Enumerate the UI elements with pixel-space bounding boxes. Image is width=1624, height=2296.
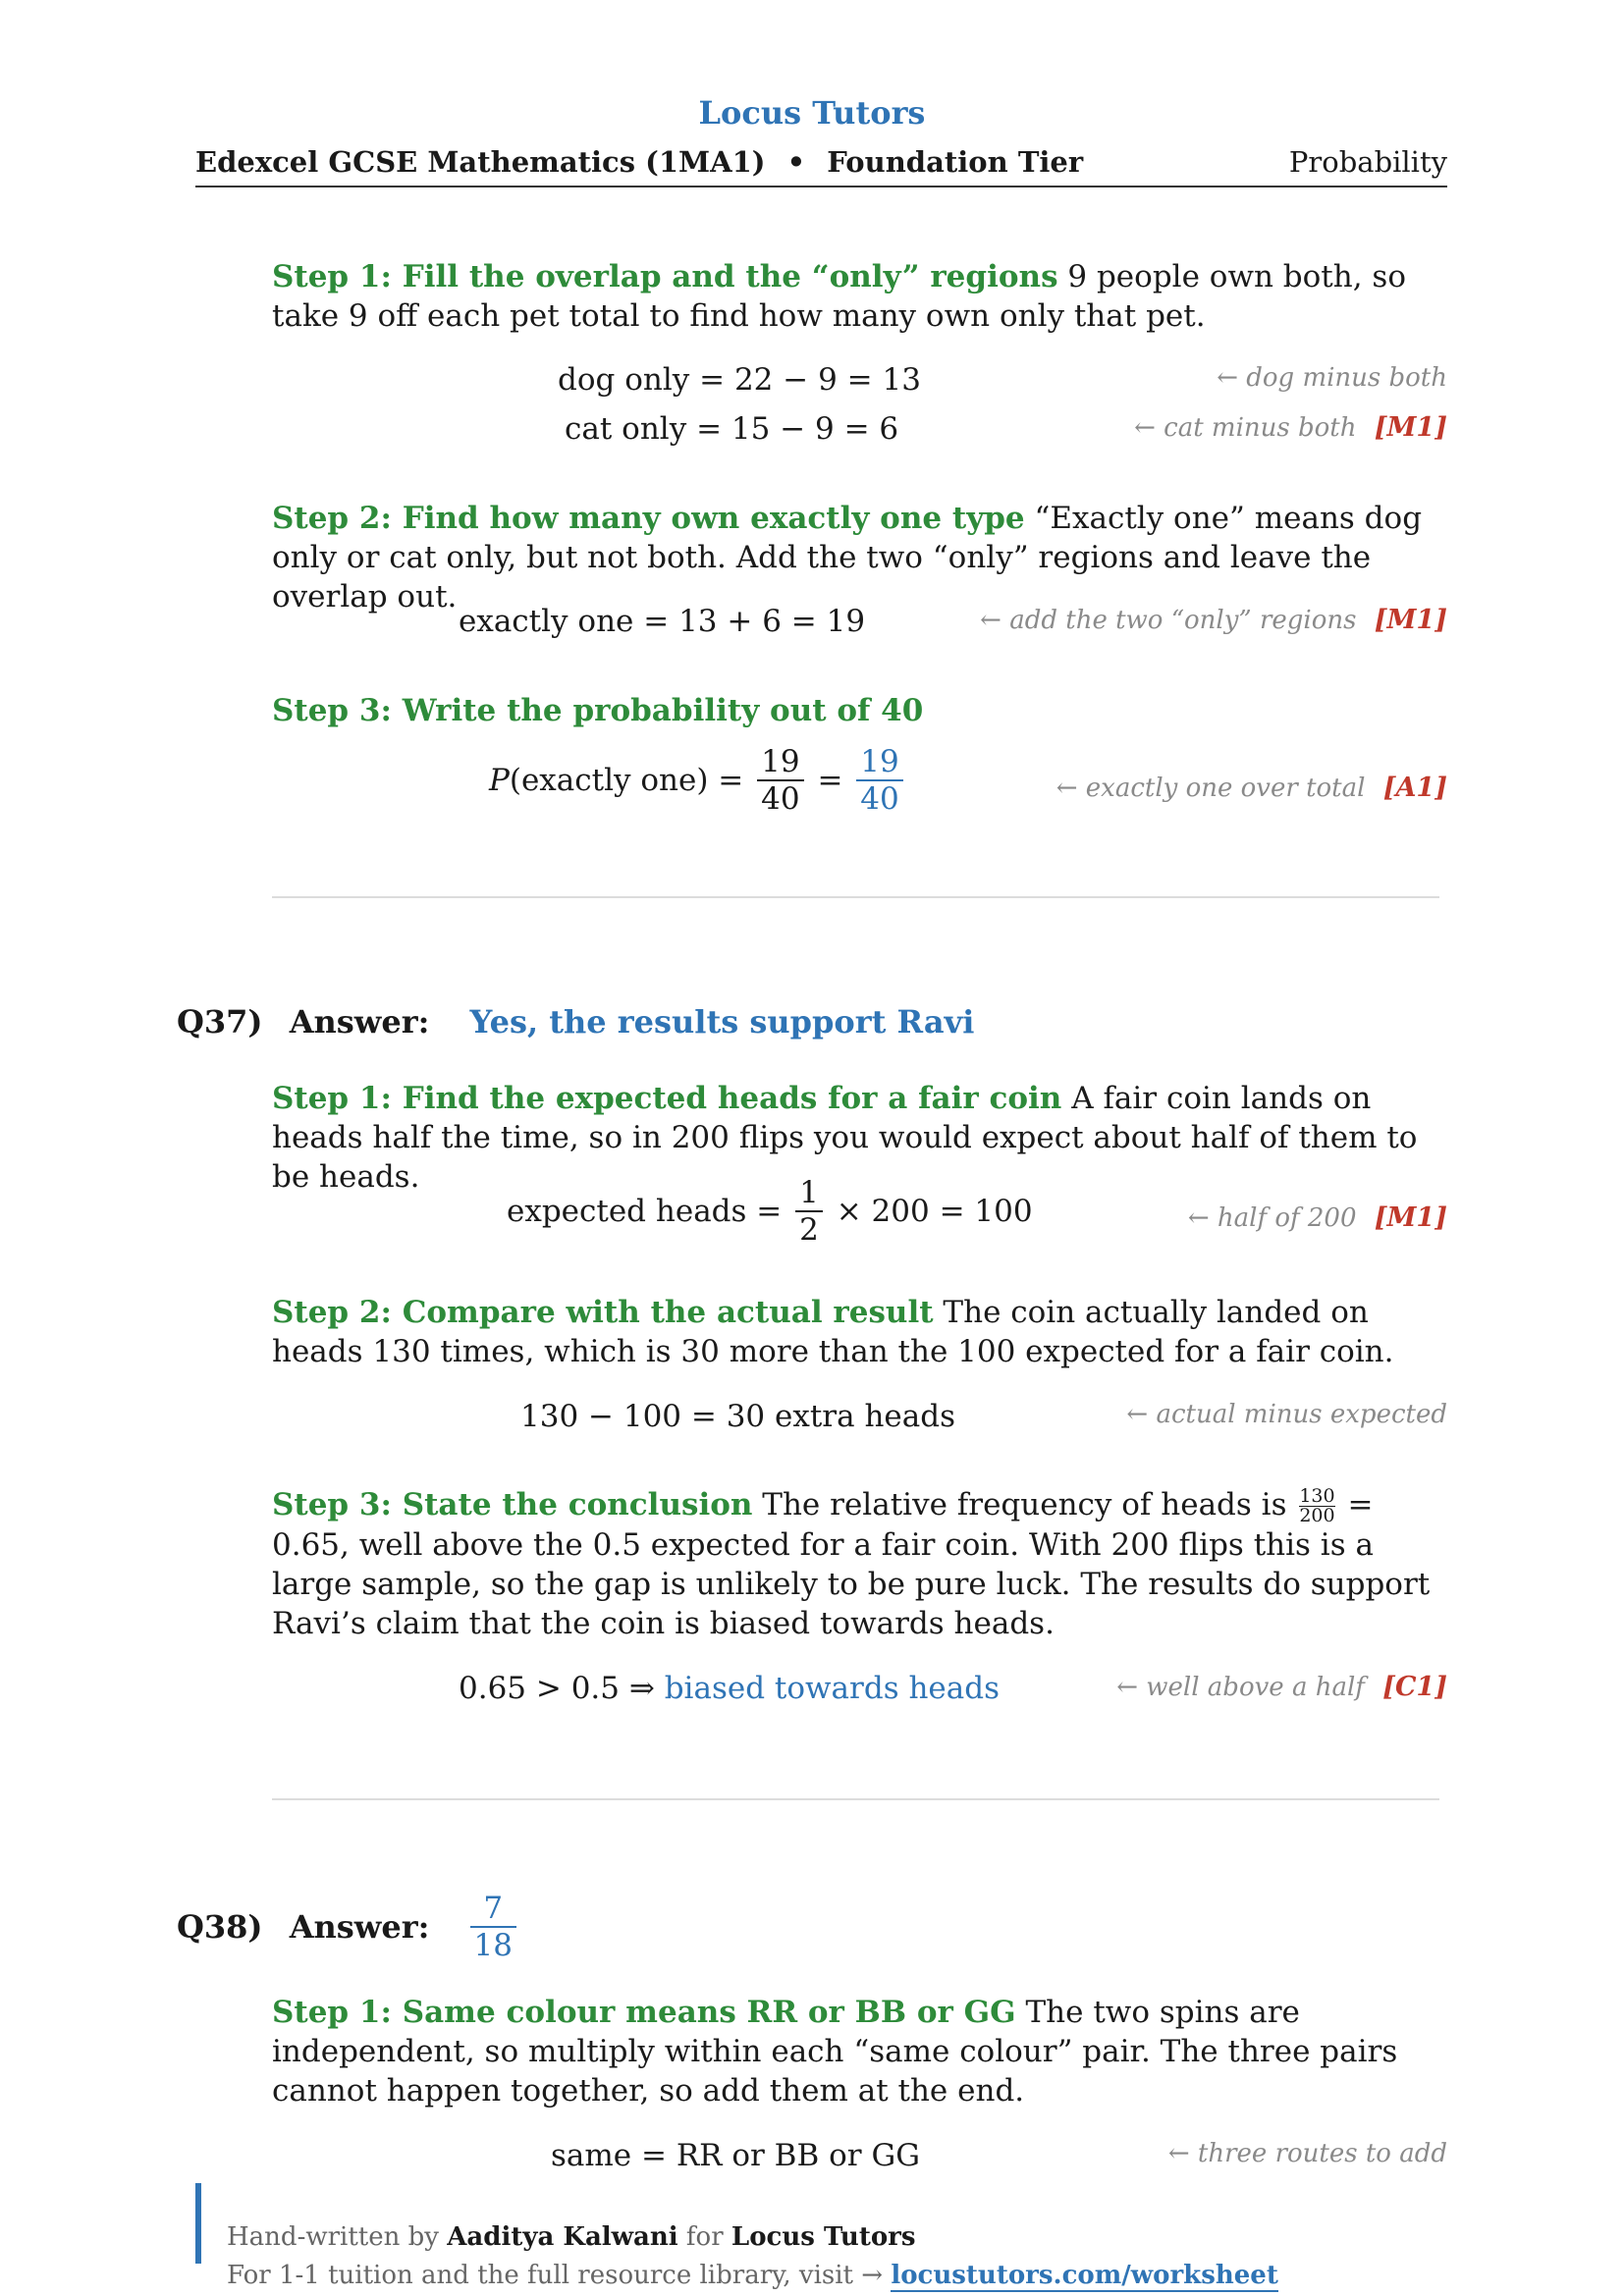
prev-eq-dog-only: dog only = 22 − 9 = 13 — [558, 362, 921, 398]
step-body: A fair coin lands on heads half the time, so in 200 flips you would expect about half of them to be heads. — [272, 1081, 1418, 1195]
prev-step1-paragraph — [272, 257, 1447, 336]
step-title: Step 2: Find how many own exactly one type — [272, 501, 1025, 536]
prev-note-add — [980, 605, 1447, 635]
bullet-separator: • — [786, 145, 806, 179]
note-text: ← well above a half — [1116, 1673, 1365, 1702]
q37-step3-paragraph — [272, 1485, 1447, 1643]
step-title: Step 3: Write the probability out of 40 — [272, 693, 924, 728]
step-title: Step 1: Fill the overlap and the “only” regions — [272, 259, 1058, 294]
q37-eq-conclusion: 0.65 > 0.5 ⇒ biased towards heads — [459, 1671, 1001, 1706]
q38-note-routes: ← three routes to add — [1167, 2139, 1447, 2168]
prev-note-cat — [1134, 412, 1447, 443]
step-title: Step 1: Same colour means RR or BB or GG — [272, 1995, 1016, 2030]
question-number: Q38) — [177, 1908, 263, 1946]
brand-title: Locus Tutors — [698, 94, 926, 132]
inline-fraction: $\frac{130}{200}$ — [1299, 1485, 1335, 1526]
fraction: $\frac{1}{2}$ — [795, 1175, 823, 1248]
q37-eq-expected: expected heads = $\frac{1}{2}$ × 200 = 100 — [507, 1175, 1033, 1248]
answer-label: Answer: — [289, 1908, 430, 1946]
q38-heading — [177, 1891, 520, 1963]
prev-note-dog: ← dog minus both — [1217, 363, 1447, 393]
step-body: 9 people own both, so take 9 off each pet total to find how many own only that pet. — [272, 259, 1407, 334]
tier-name: Foundation Tier — [827, 145, 1084, 179]
course-title — [195, 145, 1083, 179]
answer-value: Yes, the results support Ravi — [469, 1003, 975, 1041]
section-divider — [272, 896, 1439, 898]
note-text: ← half of 200 — [1187, 1203, 1357, 1233]
note-text: ← add the two “only” regions — [980, 606, 1357, 635]
header-rule — [195, 186, 1447, 187]
prev-eq-probability: P(exactly one) = $\frac{19}{40}$ = $\frac{19}{40}$ — [489, 744, 907, 817]
footer-line-2: For 1-1 tuition and the full resource library, visit → locustutors.com/worksheet — [227, 2261, 1278, 2290]
step-title: Step 2: Compare with the actual result — [272, 1295, 934, 1330]
fraction: $\frac{19}{40}$ — [757, 744, 803, 817]
course-name: Edexcel GCSE Mathematics (1MA1) — [195, 145, 766, 179]
step-title: Step 3: State the conclusion — [272, 1487, 753, 1522]
q37-eq-extra: 130 − 100 = 30 extra heads — [520, 1399, 955, 1434]
footer-author: Aaditya Kalwani — [447, 2222, 678, 2252]
footer-brand: Locus Tutors — [731, 2222, 916, 2252]
mark-badge: [C1] — [1382, 1672, 1447, 1702]
prev-eq-cat-only: cat only = 15 − 9 = 6 — [565, 411, 899, 447]
prev-eq-exactly-one: exactly one = 13 + 6 = 19 — [459, 604, 866, 639]
step-body-cont: = 0.65, well above the 0.5 expected for a fair coin. With 200 flips this is a large sample, so the gap is unlikely to be pure luck. The results do support Ravi’s claim that the coin is biased towards heads. — [272, 1487, 1431, 1641]
step-body: The coin actually landed on heads 130 times, which is 30 more than the 100 expected for a fair coin. — [272, 1295, 1394, 1369]
topic-label: Probability — [1288, 145, 1447, 179]
prev-step3-paragraph — [272, 691, 1447, 730]
step-body: “Exactly one” means dog only or cat only, but not both. Add the two “only” regions and leave the overlap out. — [272, 501, 1423, 614]
step-title: Step 1: Find the expected heads for a fair coin — [272, 1081, 1062, 1116]
question-number: Q37) — [177, 1003, 263, 1041]
footer-link[interactable]: locustutors.com/worksheet — [891, 2261, 1278, 2290]
mark-badge: [M1] — [1374, 1202, 1447, 1233]
prev-step2-paragraph — [272, 499, 1447, 616]
step-body: The relative frequency of heads is — [752, 1487, 1297, 1522]
q37-note-half — [1188, 1202, 1447, 1233]
answer-fraction: $\frac{7}{18}$ — [470, 1891, 516, 1963]
q37-note-actual: ← actual minus expected — [1126, 1400, 1447, 1429]
mark-badge: [A1] — [1382, 773, 1447, 803]
note-text: ← exactly one over total — [1056, 774, 1366, 803]
q38-step1-paragraph — [272, 1993, 1447, 2110]
q37-step2-paragraph — [272, 1293, 1447, 1371]
footer-accent-bar — [195, 2183, 201, 2264]
footer-line-1: Hand-written by Aaditya Kalwani for Locus Tutors — [227, 2222, 916, 2252]
step-body: The two spins are independent, so multiply within each “same colour” pair. The three pairs cannot happen together, so add them at the end. — [272, 1995, 1398, 2109]
note-text: ← cat minus both — [1134, 413, 1357, 443]
q38-eq-same: same = RR or BB or GG — [551, 2138, 920, 2173]
answer-fraction: $\frac{19}{40}$ — [856, 744, 902, 817]
q37-note-above-half — [1116, 1672, 1447, 1702]
answer-label: Answer: — [289, 1003, 430, 1041]
conclusion-value: biased towards heads — [664, 1671, 1001, 1706]
prev-note-prob — [1056, 773, 1447, 803]
section-divider — [272, 1798, 1439, 1800]
q37-heading — [177, 1003, 974, 1041]
mark-badge: [M1] — [1374, 412, 1447, 443]
mark-badge: [M1] — [1374, 605, 1447, 635]
